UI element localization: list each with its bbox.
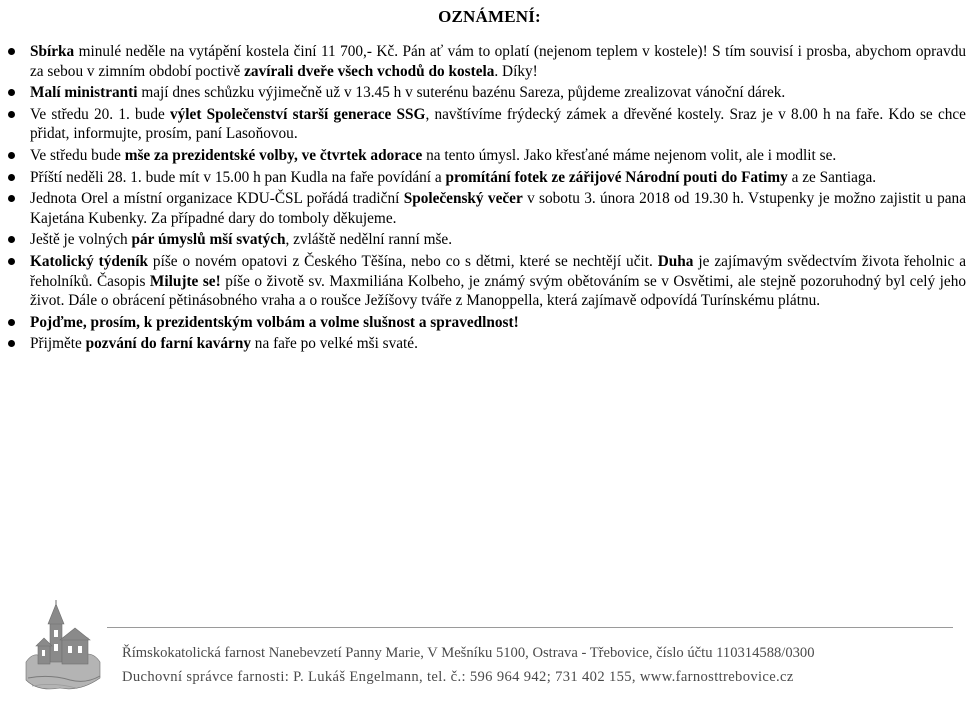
church-logo bbox=[20, 600, 104, 700]
footer-contact-info: Duchovní správce farnosti: P. Lukáš Engelmann, tel. č.: 596 964 942; 731 402 155, www.farnosttrebovice.cz bbox=[122, 669, 794, 685]
announcement-text: minulé neděle na vytápění kostela činí 11 700,- Kč. Pán ať vám to oplatí (nejenom teplem v kostele)! S tím souvisí i prosba, abychom opravdu za sebou v zimním období poctivě bbox=[30, 43, 966, 80]
bullet-icon bbox=[8, 195, 15, 202]
announcement-text: Ještě je volných bbox=[30, 231, 132, 249]
announcement-highlight: mše za prezidentské volby, ve čtvrtek adorace bbox=[124, 146, 423, 164]
announcement-item bbox=[0, 105, 966, 144]
announcement-highlight: Katolický týdeník bbox=[30, 252, 148, 270]
bullet-icon bbox=[8, 236, 15, 243]
bullet-icon bbox=[8, 258, 15, 265]
announcement-highlight: promítání fotek ze zářijové Národní pouti do Fatimy bbox=[445, 168, 788, 186]
announcement-text: mají dnes schůzku výjimečně už v 13.45 h v suterénu bazénu Sareza, půjdeme zrealizovat vánoční dárek. bbox=[137, 84, 786, 102]
announcement-highlight: Milujte se! bbox=[149, 272, 221, 290]
announcement-highlight: pár úmyslů mší svatých bbox=[131, 231, 286, 249]
announcement-text: Příští neděli 28. 1. bude mít v 15.00 h pan Kudla na faře povídání a bbox=[30, 168, 446, 186]
announcement-text: na faře po velké mši svaté. bbox=[250, 335, 418, 353]
bullet-icon bbox=[8, 111, 15, 118]
announcement-highlight: Sbírka bbox=[30, 43, 75, 60]
announcement-text: na tento úmysl. Jako křesťané máme nejenom volit, ale i modlit se. bbox=[422, 146, 837, 164]
announcement-highlight: výlet Společenství starší generace SSG bbox=[170, 105, 426, 123]
announcement-text: , navštívíme frýdecký zámek a dřevěné kostely. Sraz je v 8.00 h na faře. Kdo se chce přidat, informujte, prosím, paní Lasoňovou. bbox=[30, 105, 966, 143]
announcement-text: je zajímavým svědectvím života řeholnic a řeholníků. Časopis bbox=[30, 252, 967, 290]
announcement-highlight: Společenský večer bbox=[403, 190, 523, 208]
announcement-text: Přijměte bbox=[30, 335, 86, 353]
footer-divider bbox=[107, 627, 953, 628]
announcement-text: píše o životě sv. Maxmiliána Kolbeho, je známý svým obětováním se v Osvětimi, ale stejně pozoruhodný byl celý jeho život. Dále o obrácení pětinásobného vraha a o roušce Ježíšovy tváře z Manoppella, která zajímavě odpovídá Turínskému plátnu. bbox=[30, 272, 967, 310]
announcement-item bbox=[0, 230, 966, 250]
announcement-text: . Díky! bbox=[494, 62, 538, 80]
announcement-item bbox=[0, 42, 966, 81]
announcement-text: píše o novém opatovi z Českého Těšína, nebo co s dětmi, které se nechtějí učit. bbox=[147, 252, 658, 270]
announcement-text: a ze Santiaga. bbox=[787, 168, 877, 186]
announcement-item bbox=[0, 313, 966, 333]
announcement-text: Jednota Orel a místní organizace KDU-ČSL pořádá tradiční bbox=[30, 190, 404, 208]
announcement-highlight: Duha bbox=[657, 252, 694, 270]
announcement-text: Ve středu 20. 1. bude bbox=[30, 105, 170, 123]
announcement-highlight: Malí ministranti bbox=[30, 84, 138, 102]
announcement-item bbox=[0, 334, 966, 354]
bullet-icon bbox=[8, 89, 15, 96]
bullet-icon bbox=[8, 48, 15, 55]
bullet-icon bbox=[8, 319, 15, 326]
announcement-text: , zvláště nedělní ranní mše. bbox=[285, 231, 453, 249]
bullet-icon bbox=[8, 152, 15, 159]
announcement-item bbox=[0, 146, 966, 166]
announcement-item bbox=[0, 83, 966, 103]
announcement-highlight: pozvání do farní kavárny bbox=[85, 335, 251, 353]
announcement-text: Ve středu bude bbox=[30, 146, 125, 164]
footer-parish-info: Římskokatolická farnost Nanebevzetí Panny Marie, V Mešníku 5100, Ostrava - Třebovice, číslo účtu 110314588/0300 bbox=[122, 645, 815, 661]
announcement-item bbox=[0, 168, 966, 188]
announcement-text: v sobotu 3. února 2018 od 19.30 h. Vstupenky je možno zajistit u pana Kajetána Kubenky. Za případné dary do tomboly děkujeme. bbox=[30, 190, 966, 227]
bullet-icon bbox=[8, 340, 15, 347]
announcement-item bbox=[0, 252, 966, 311]
announcement-highlight: zavírali dveře všech vchodů do kostela bbox=[244, 62, 495, 80]
announcement-highlight: Pojďme, prosím, k prezidentským volbám a volme slušnost a spravedlnost! bbox=[30, 313, 519, 331]
announcement-list bbox=[0, 42, 966, 356]
announcement-item bbox=[0, 189, 966, 228]
bullet-icon bbox=[8, 174, 15, 181]
page-title: OZNÁMENÍ: bbox=[438, 7, 541, 26]
